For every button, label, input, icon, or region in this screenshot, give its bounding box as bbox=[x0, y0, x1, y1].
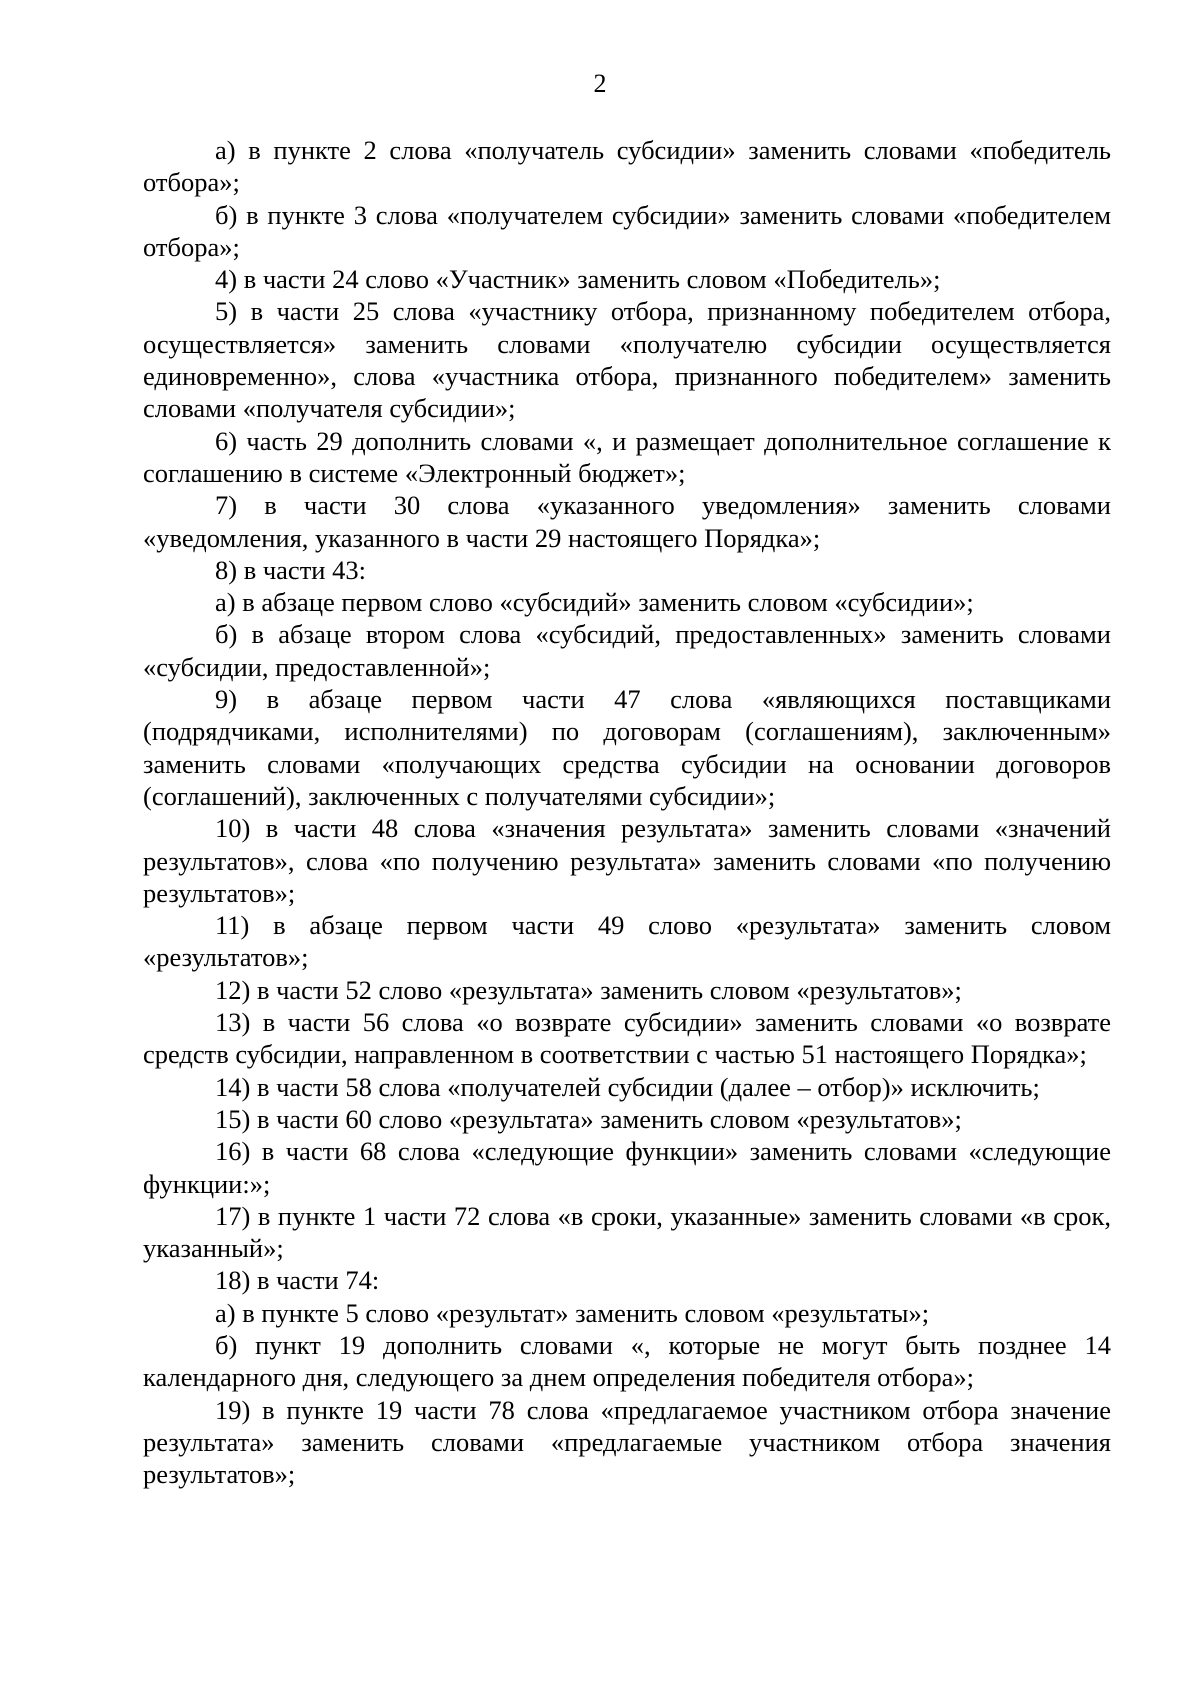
paragraph: 4) в части 24 слово «Участник» заменить словом «Победитель»; bbox=[215, 264, 941, 295]
document-body bbox=[143, 134, 1111, 1490]
paragraph: а) в пункте 5 слово «результат» заменить словом «результаты»; bbox=[215, 1297, 930, 1328]
paragraph: 11) в абзаце первом части 49 слово «результата» заменить словом «результатов»; bbox=[143, 910, 1111, 973]
paragraph: 12) в части 52 слово «результата» заменить словом «результатов»; bbox=[215, 974, 962, 1005]
paragraph: 19) в пункте 19 части 78 слова «предлагаемое участником отбора значение результата» заменить словами «предлагаемые участником отбора значения результатов»; bbox=[143, 1394, 1111, 1490]
paragraph: а) в абзаце первом слово «субсидий» заменить словом «субсидии»; bbox=[215, 587, 974, 618]
paragraph: 18) в части 74: bbox=[215, 1265, 380, 1296]
paragraph: 9) в абзаце первом части 47 слова «являющихся поставщиками (подрядчиками, исполнителями) по договорам (соглашениям), заключенным» заменить словами «получающих средства субсидии на основании договоров (соглашений), заключенных с получателями субсидии»; bbox=[143, 684, 1111, 811]
paragraph: 6) часть 29 дополнить словами «, и размещает дополнительное соглашение к соглашению в системе «Электронный бюджет»; bbox=[143, 425, 1111, 488]
paragraph: 15) в части 60 слово «результата» заменить словом «результатов»; bbox=[215, 1103, 962, 1134]
paragraph: 7) в части 30 слова «указанного уведомления» заменить словами «уведомления, указанного в части 29 настоящего Порядка»; bbox=[143, 490, 1111, 553]
paragraph: 16) в части 68 слова «следующие функции» заменить словами «следующие функции:»; bbox=[143, 1136, 1111, 1199]
paragraph: 5) в части 25 слова «участнику отбора, признанному победителем отбора, осуществляется» заменить словами «получателю субсидии осуществляется единовременно», слова «участника отбора, признанного победителем» заменить словами «получателя субсидии»; bbox=[143, 296, 1111, 424]
paragraph: б) в пункте 3 слова «получателем субсидии» заменить словами «победителем отбора»; bbox=[143, 199, 1111, 262]
paragraph: б) в абзаце втором слова «субсидий, предоставленных» заменить словами «субсидии, предоставленной»; bbox=[143, 619, 1111, 682]
page-number: 2 bbox=[593, 69, 607, 98]
paragraph: 14) в части 58 слова «получателей субсидии (далее – отбор)» исключить; bbox=[215, 1071, 1040, 1102]
paragraph: 17) в пункте 1 части 72 слова «в сроки, указанные» заменить словами «в срок, указанный»; bbox=[143, 1200, 1111, 1264]
paragraph: 8) в части 43: bbox=[215, 554, 366, 585]
paragraph: 13) в части 56 слова «о возврате субсидии» заменить словами «о возврате средств субсидии, направленном в соответствии с частью 51 настоящего Порядка»; bbox=[143, 1007, 1111, 1070]
paragraph: 10) в части 48 слова «значения результата» заменить словами «значений результатов», слова «по получению результата» заменить словами «по получению результатов»; bbox=[143, 813, 1111, 908]
paragraph: б) пункт 19 дополнить словами «, которые не могут быть позднее 14 календарного дня, следующего за днем определения победителя отбора»; bbox=[143, 1329, 1111, 1393]
paragraph: а) в пункте 2 слова «получатель субсидии» заменить словами «победитель отбора»; bbox=[143, 135, 1111, 198]
